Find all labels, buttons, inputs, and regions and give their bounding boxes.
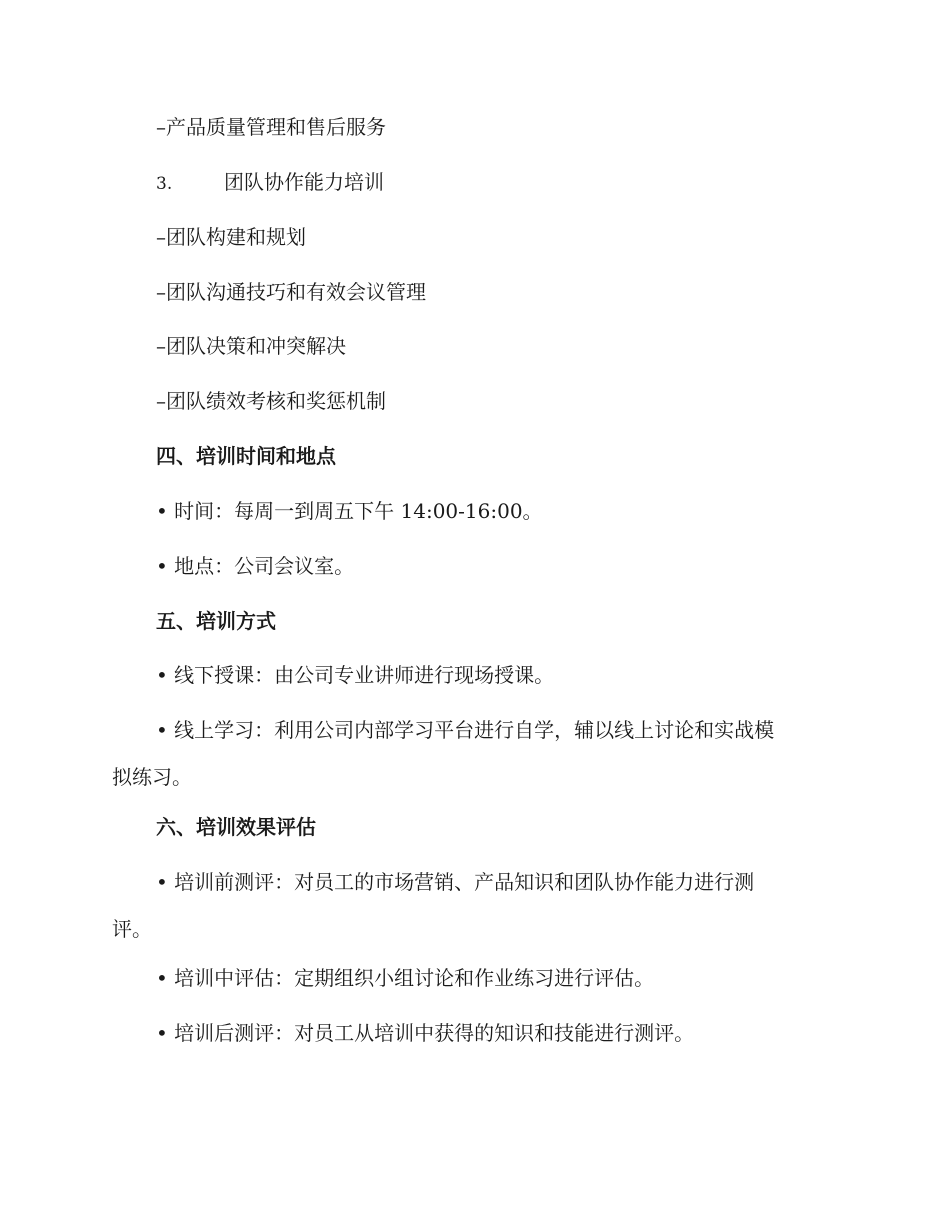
list-item-quality: –产品质量管理和售后服务 (156, 115, 386, 139)
section-3-title: 团队协作能力培训 (224, 170, 384, 194)
post-training-assessment: • 培训后测评：对员工从培训中获得的知识和技能进行测评。 (156, 1021, 695, 1045)
online-training-line-2: 拟练习。 (112, 765, 192, 789)
list-item-team-decision: –团队决策和冲突解决 (156, 334, 346, 358)
list-item-team-communication: –团队沟通技巧和有效会议管理 (156, 280, 426, 304)
online-training-line-1: • 线上学习：利用公司内部学习平台进行自学，辅以线上讨论和实战模 (156, 718, 775, 742)
section-6-heading: 六、培训效果评估 (156, 815, 316, 839)
pre-training-line-1: • 培训前测评：对员工的市场营销、产品知识和团队协作能力进行测 (156, 870, 755, 894)
section-5-heading: 五、培训方式 (156, 609, 276, 633)
section-3-heading (156, 168, 384, 198)
section-4-heading: 四、培训时间和地点 (156, 444, 336, 468)
pre-training-assessment-paragraph (112, 868, 832, 943)
offline-training: • 线下授课：由公司专业讲师进行现场授课。 (156, 663, 555, 687)
list-item-team-performance: –团队绩效考核和奖惩机制 (156, 389, 386, 413)
mid-training-assessment: • 培训中评估：定期组织小组讨论和作业练习进行评估。 (156, 966, 655, 990)
section-3-number: 3. (156, 174, 173, 194)
pre-training-line-2: 评。 (112, 917, 152, 941)
training-place: • 地点：公司会议室。 (156, 554, 355, 578)
online-training-paragraph (112, 716, 832, 791)
list-item-team-building: –团队构建和规划 (156, 225, 306, 249)
training-time: • 时间：每周一到周五下午 14:00-16:00。 (156, 499, 543, 523)
